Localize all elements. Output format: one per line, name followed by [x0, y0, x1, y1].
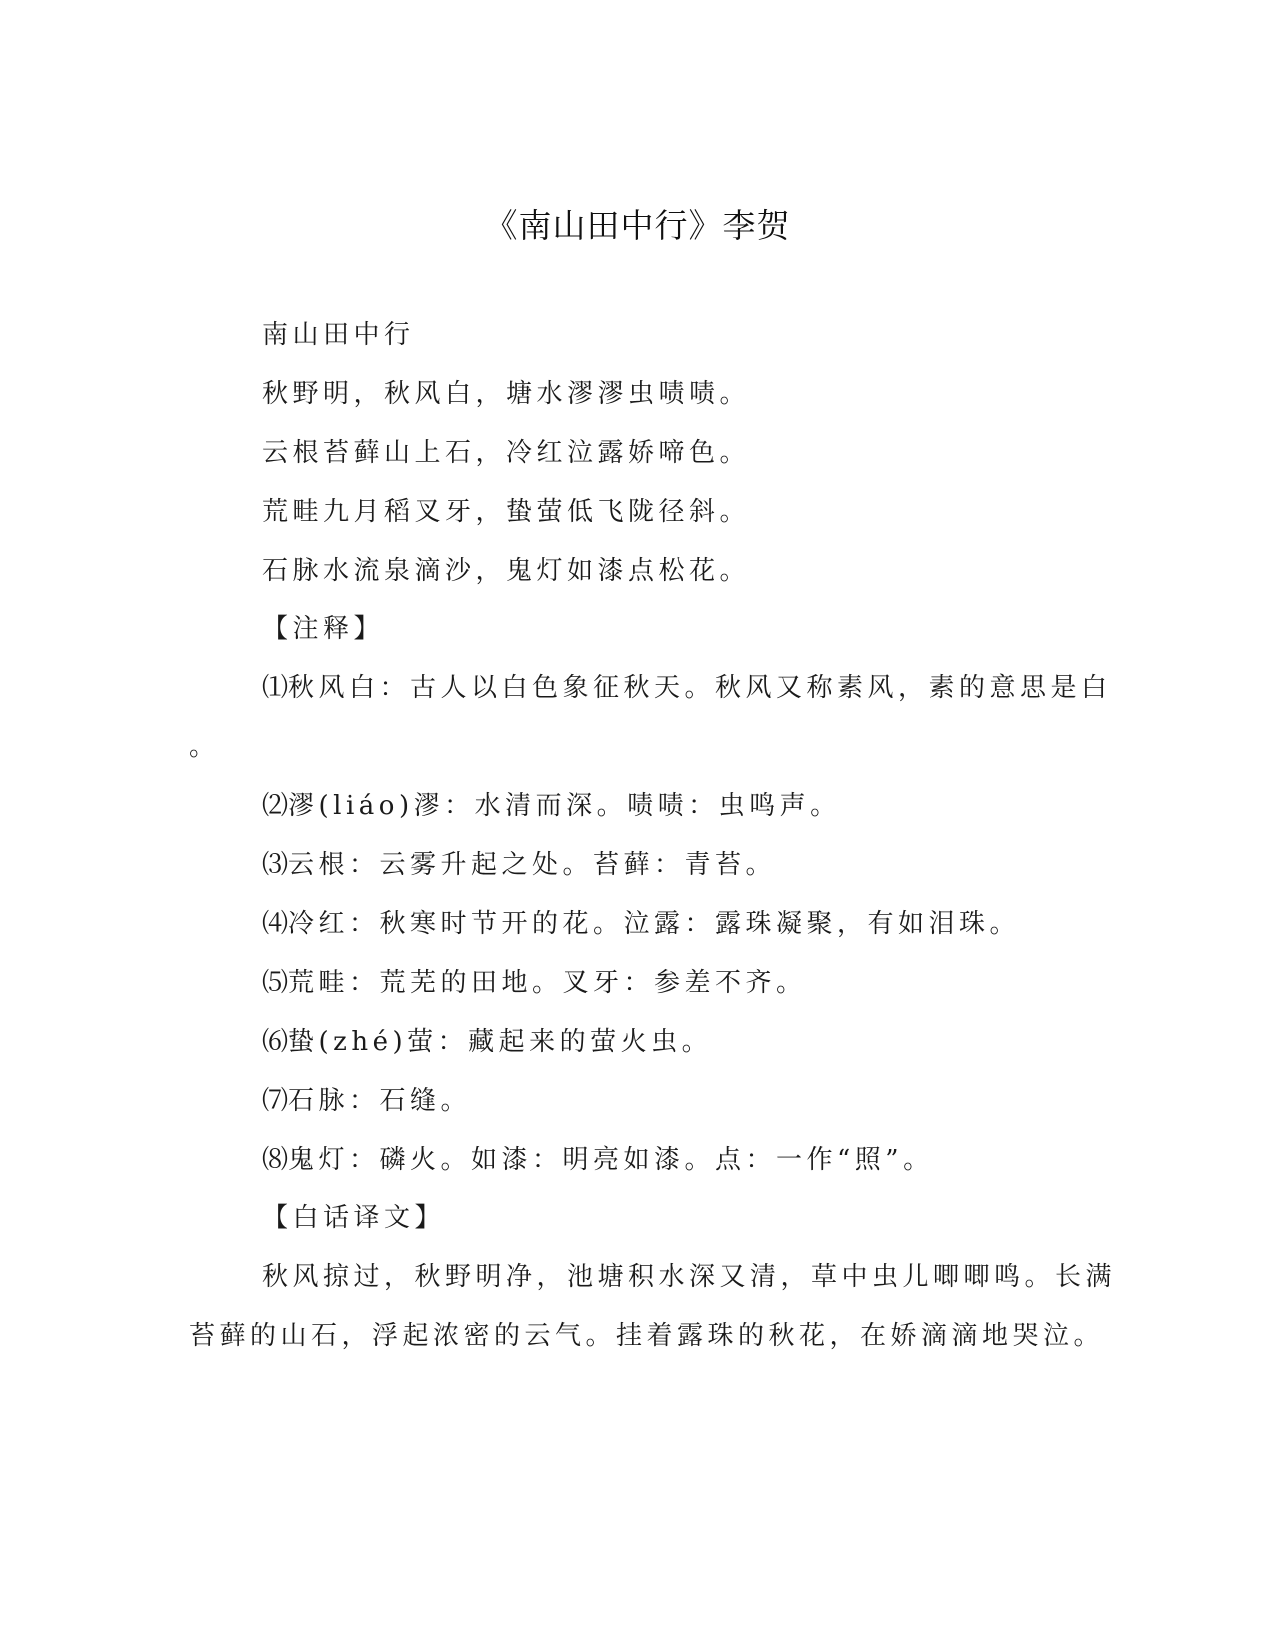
note-3-text: 云根：云雾升起之处。苔藓：青苔。 [288, 850, 777, 880]
note-6 [262, 1025, 712, 1059]
note-6-marker: ⑹ [262, 1027, 289, 1057]
translation-line-2: 苔藓的山石，浮起浓密的云气。挂着露珠的秋花，在娇滴滴地哭泣。 [189, 1321, 1105, 1351]
translation-heading: 【白话译文】 [262, 1203, 446, 1233]
notes-heading: 【注释】 [262, 614, 385, 644]
note-7-marker: ⑺ [262, 1086, 289, 1116]
note-1-text: 秋风白：古人以白色象征秋天。秋风又称素风，素的意思是白 [288, 673, 1112, 703]
note-6-text: 蛰(zhé)萤：藏起来的萤火虫。 [288, 1027, 713, 1057]
note-5-text: 荒畦：荒芜的田地。叉牙：参差不齐。 [288, 968, 807, 998]
poem-line-2: 云根苔藓山上石，冷红泣露娇啼色。 [262, 438, 751, 468]
poem-line-1: 秋野明，秋风白，塘水漻漻虫啧啧。 [262, 379, 751, 409]
poem-line-3: 荒畦九月稻叉牙，蛰萤低飞陇径斜。 [262, 497, 751, 527]
note-8 [262, 1143, 934, 1177]
translation-line-1: 秋风掠过，秋野明净，池塘积水深又清，草中虫儿唧唧鸣。长满 [262, 1262, 1117, 1292]
note-2-marker: ⑵ [262, 791, 289, 821]
note-3 [262, 848, 776, 882]
note-1 [262, 671, 1112, 705]
note-1-wrap: 。 [189, 732, 220, 762]
note-3-marker: ⑶ [262, 850, 289, 880]
note-4-text: 冷红：秋寒时节开的花。泣露：露珠凝聚，有如泪珠。 [288, 909, 1021, 939]
note-7 [262, 1084, 471, 1118]
note-2 [262, 789, 841, 823]
note-5 [262, 966, 807, 1000]
note-5-marker: ⑸ [262, 968, 289, 998]
note-8-marker: ⑻ [262, 1145, 289, 1175]
note-4-marker: ⑷ [262, 909, 289, 939]
note-2-text: 漻(liáo)漻：水清而深。啧啧：虫鸣声。 [288, 791, 841, 821]
note-8-text: 鬼灯：磷火。如漆：明亮如漆。点：一作“照”。 [288, 1145, 934, 1175]
poem-heading: 南山田中行 [262, 320, 415, 350]
page-title: 《南山田中行》李贺 [484, 206, 791, 245]
poem-line-4: 石脉水流泉滴沙，鬼灯如漆点松花。 [262, 556, 751, 586]
note-1-marker: ⑴ [262, 673, 289, 703]
note-7-text: 石脉：石缝。 [288, 1086, 472, 1116]
note-4 [262, 907, 1020, 941]
